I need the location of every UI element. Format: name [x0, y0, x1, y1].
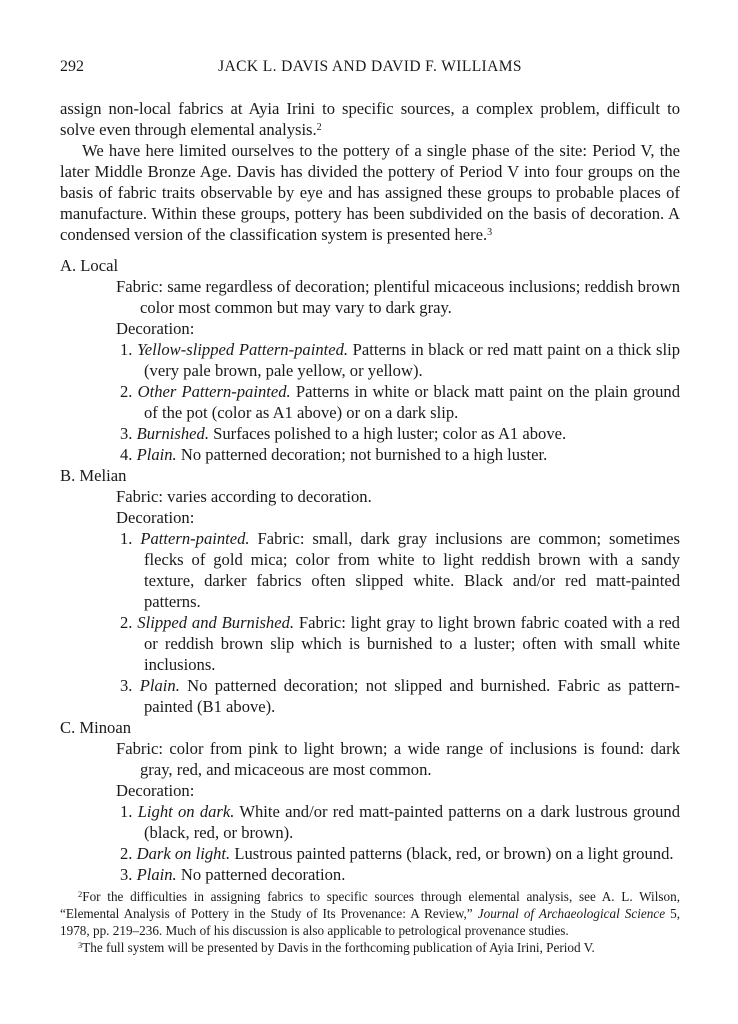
page-header	[60, 56, 680, 80]
paragraph-text: assign non-local fabrics at Ayia Irini to specific sources, a complex problem, difficult to solve even through elemental analysis.	[60, 99, 680, 139]
section-melian	[60, 465, 680, 717]
item-text: No patterned decoration; not slipped and burnished. Fabric as pattern-painted (B1 above).	[144, 676, 680, 716]
footnote-mark: 3	[78, 940, 83, 950]
item-text: White and/or red matt-painted patterns on a dark lustrous ground (black, red, or brown).	[144, 802, 681, 842]
item-title: Light on dark.	[137, 802, 235, 821]
item-text: No patterned decoration.	[180, 865, 346, 884]
item-number: 4.	[120, 445, 133, 464]
paragraph-text: We have here limited ourselves to the pottery of a single phase of the site: Period V, the later Middle Bronze Age. Davis has divided the pottery of Period V into four groups on the basis of fabric traits observable by eye and has assigned these groups to probable places of manufacture. Within these groups, pottery has been subdivided on the basis of decoration. A condensed version of the classification system is presented here.	[60, 141, 680, 244]
item-number: 1.	[120, 340, 133, 359]
list-item	[120, 423, 680, 444]
footnote-mark: 2	[78, 889, 83, 899]
paragraph-intro	[60, 140, 680, 245]
item-title: Yellow-slipped Pattern-painted.	[137, 340, 349, 359]
item-title: Plain.	[136, 445, 177, 464]
decoration-label: Decoration:	[116, 781, 195, 800]
item-text: No patterned decoration; not burnished to a high luster.	[180, 445, 548, 464]
section-heading: C. Minoan	[60, 718, 131, 737]
fabric-description: Fabric: color from pink to light brown; a wide range of inclusions is found: dark gray, red, and micaceous are most common.	[116, 739, 680, 779]
footnote-ref-3[interactable]: 3	[487, 227, 493, 238]
paragraph-continued	[60, 98, 680, 140]
item-number: 3.	[120, 865, 133, 884]
section-heading: A. Local	[60, 256, 119, 275]
footnote-text: The full system will be presented by Davis in the forthcoming publication of Ayia Irini, Period V.	[82, 940, 595, 955]
item-number: 3.	[120, 424, 133, 443]
item-number: 1.	[120, 529, 133, 548]
footnotes	[60, 888, 680, 956]
footnote-ref-2[interactable]: 2	[316, 122, 322, 133]
fabric-description: Fabric: varies according to decoration.	[116, 487, 372, 506]
item-title: Slipped and Burnished.	[137, 613, 295, 632]
item-title: Plain.	[139, 676, 180, 695]
item-text: Patterns in white or black matt paint on the plain ground of the pot (color as A1 above) or on a dark slip.	[144, 382, 680, 422]
item-title: Plain.	[136, 865, 177, 884]
list-item	[120, 339, 680, 381]
journal-title: Journal of Archaeological Science	[477, 906, 666, 921]
item-number: 2.	[120, 613, 133, 632]
item-number: 1.	[120, 802, 133, 821]
footnote-3	[60, 939, 680, 956]
list-item	[120, 864, 680, 885]
item-text: Fabric: light gray to light brown fabric coated with a red or reddish brown slip which is burnished to a luster; often with small white inclusions.	[144, 613, 680, 674]
decoration-label: Decoration:	[116, 319, 195, 338]
section-local	[60, 255, 680, 465]
list-item	[120, 381, 680, 423]
item-text: Surfaces polished to a high luster; color as A1 above.	[213, 424, 567, 443]
footnote-text: 5, 1978, pp. 219–236. Much of his discussion is also applicable to petrological provenance studies.	[60, 906, 681, 938]
list-item	[120, 528, 680, 612]
footnote-2	[60, 888, 680, 939]
item-title: Dark on light.	[136, 844, 231, 863]
section-minoan	[60, 717, 680, 885]
list-item	[120, 675, 680, 717]
decoration-label: Decoration:	[116, 508, 195, 527]
item-number: 2.	[120, 844, 133, 863]
list-item	[120, 444, 680, 465]
page-number: 292	[60, 58, 84, 75]
item-text: Patterns in black or red matt paint on a thick slip (very pale brown, pale yellow, or yellow).	[144, 340, 680, 380]
item-number: 2.	[120, 382, 133, 401]
running-head: JACK L. DAVIS AND DAVID F. WILLIAMS	[218, 58, 522, 75]
item-title: Pattern-painted.	[140, 529, 250, 548]
footnote-text: For the difficulties in assigning fabrics to specific sources through elemental analysis, see A. L. Wilson, “Elemental Analysis of Pottery in the Study of Its Provenance: A Review,”	[60, 889, 680, 921]
item-text: Lustrous painted patterns (black, red, or brown) on a light ground.	[234, 844, 674, 863]
item-number: 3.	[120, 676, 133, 695]
main-text	[60, 98, 680, 885]
list-item	[120, 612, 680, 675]
item-text: Fabric: small, dark gray inclusions are common; sometimes flecks of gold mica; color from white to light reddish brown with a sandy texture, darker fabrics often slipped white. Black and/or red matt-painted patterns.	[144, 529, 680, 611]
fabric-description: Fabric: same regardless of decoration; plentiful micaceous inclusions; reddish brown color most common but may vary to dark gray.	[116, 277, 680, 317]
item-title: Other Pattern-painted.	[137, 382, 291, 401]
list-item	[120, 843, 680, 864]
section-heading: B. Melian	[60, 466, 127, 485]
item-title: Burnished.	[136, 424, 209, 443]
list-item	[120, 801, 680, 843]
